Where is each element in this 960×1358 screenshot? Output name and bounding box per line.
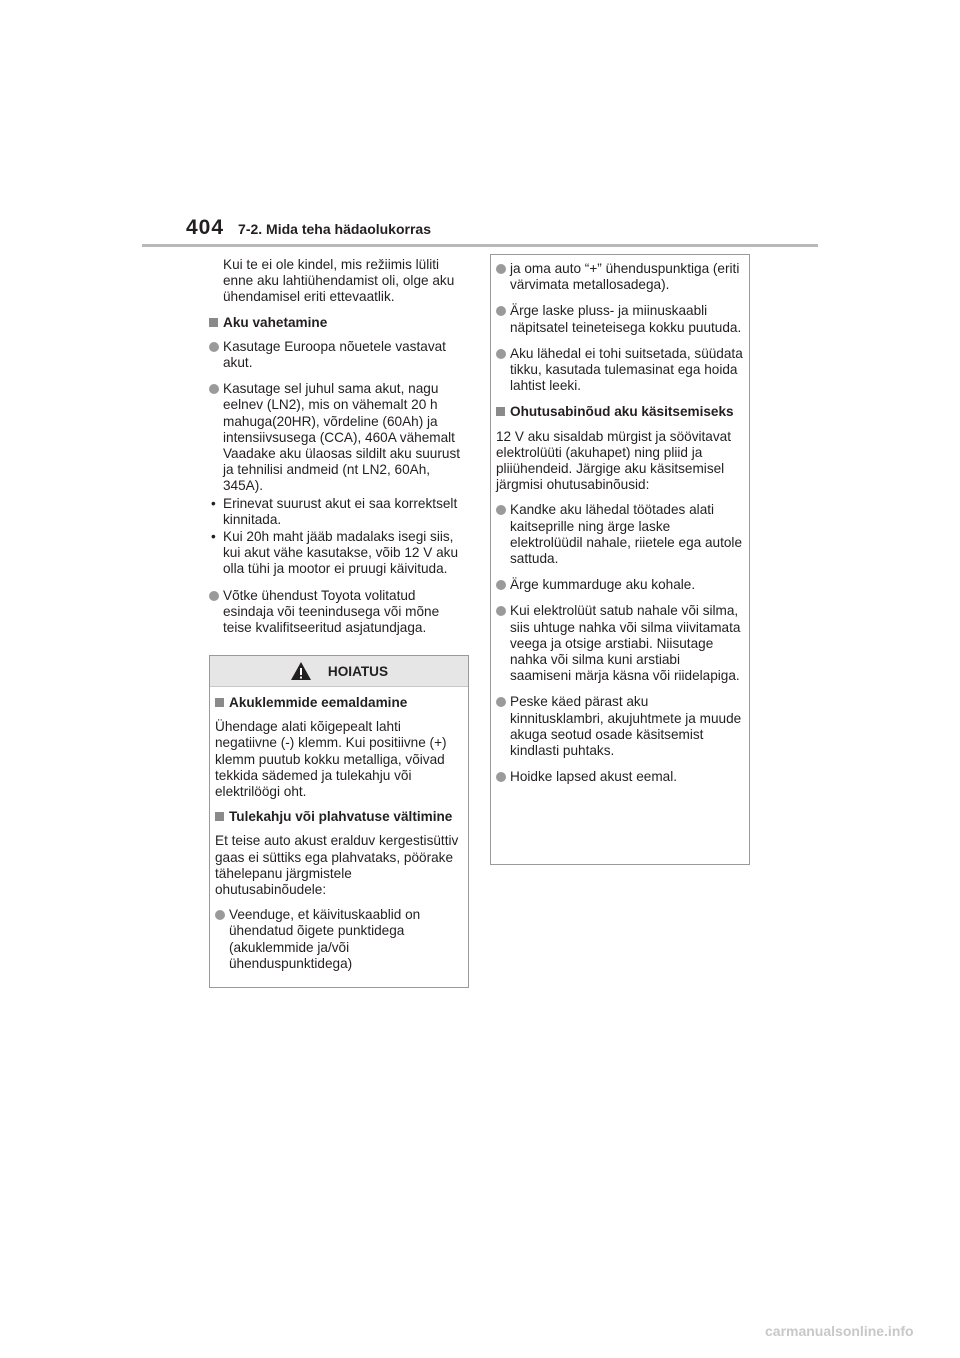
square-bullet-icon [215,698,224,707]
warning-heading: Akuklemmide eemaldamine [215,695,462,711]
list-item: ja oma auto “+” ühenduspunktiga (eriti värvimata metallosadega). [496,261,743,293]
list-item: Ärge laske pluss- ja miinuskaabli näpitsatel teineteisega kokku puutuda. [496,303,743,335]
list-item: Hoidke lapsed akust eemal. [496,769,743,785]
page-header [186,216,431,240]
square-bullet-icon [496,407,505,416]
list-item: Veenduge, et käivituskaablid on ühendatud õigete punktidega (akuklemmide ja/või ühenduspunktidega) [215,907,462,972]
circle-bullet-icon [496,606,506,616]
warning-body [210,687,468,972]
warning-paragraph: Et teise auto akust eralduv kergestisüttiv gaas ei süttiks ega plahvataks, pöörake tähelepanu järgmistele ohutusabinõudele: [215,833,459,898]
warning-paragraph: Ühendage alati kõigepealt lahti negatiivne (-) klemm. Kui positiivne (+) klemm puutub kokku metalliga, võivad tekkida sädemed ja tulekahju või elektrilöögi oht. [215,719,447,800]
watermark: carmanualsonline.info [765,1323,914,1339]
sub-list-item: • Kui 20h maht jääb madalaks isegi siis, kui akut vähe kasutakse, võib 12 V aku olla tühi ja mootor ei pruugi käivituda. [211,529,459,577]
left-column [209,257,467,646]
list-item: Kandke aku lähedal töötades alati kaitseprille ning ärge laske elektrolüüdil nahale, riietele ega autole sattuda. [496,502,743,567]
page-number: 404 [186,216,225,239]
warning-title: HOIATUS [327,663,389,679]
circle-bullet-icon [496,349,506,359]
circle-bullet-icon [496,697,506,707]
square-bullet-icon [209,318,218,327]
circle-bullet-icon [215,910,225,920]
header-divider [142,244,818,247]
circle-bullet-icon [496,772,506,782]
circle-bullet-icon [209,591,219,601]
list-item: Ärge kummarduge aku kohale. [496,577,743,593]
circle-bullet-icon [496,264,506,274]
circle-bullet-icon [496,306,506,316]
sub-list-item: • Erinevat suurust akut ei saa korrektselt kinnitada. [211,495,458,527]
list-item: Kasutage sel juhul sama akut, nagu eelnev (LN2), mis on vähemalt 20 h mahuga(20HR), võrdeline (60Ah) ja intensiivsusega (CCA), 460A vähemalt Vaadake aku ülaosas sildilt aku suurust ja tehnilisi andmeid (nt LN2, 60Ah, 345A). [209,381,467,494]
warning-box [209,655,469,988]
list-item: Võtke ühendust Toyota volitatud esindaja või teenindusega või mõne teise kvalifitseeritud asjatundjaga. [209,588,467,637]
warning-triangle-icon [290,661,312,681]
list-item: Aku lähedal ei tohi suitsetada, süüdata tikku, kasutada tulemasinat ega hoida lahtist leeki. [496,346,743,395]
circle-bullet-icon [496,580,506,590]
circle-bullet-icon [209,342,219,352]
square-bullet-icon [215,812,224,821]
small-bullet-icon: • [211,529,216,545]
list-item: Kui elektrolüüt satub nahale või silma, siis uhtuge nahka või silma viivitamata veega ja otsige arstiabi. Niisutage nahka või silma kuni arstiabi saamiseni märja käsna või riidelapiga. [496,603,743,684]
warning-heading: Tulekahju või plahvatuse vältimine [215,809,462,825]
intro-paragraph: Kui te ei ole kindel, mis režiimis lüliti enne aku lahtiühendamist oli, olge aku ühendamisel eriti ettevaatlik. [223,257,455,305]
warning-header [210,656,468,687]
circle-bullet-icon [209,384,219,394]
warning-paragraph: 12 V aku sisaldab mürgist ja söövitavat elektrolüüti (akuhapet) ning pliid ja pliiühendeid. Järgige aku käsitsemisel järgmisi ohutusabinõusid: [496,428,731,493]
warning-heading: Ohutusabinõud aku käsitsemiseks [496,404,743,420]
list-item: Kasutage Euroopa nõuetele vastavat akut. [209,339,467,371]
small-bullet-icon: • [211,495,216,511]
circle-bullet-icon [496,505,506,515]
section-heading: Aku vahetamine [209,315,467,331]
section-title: 7-2. Mida teha hädaolukorras [238,221,431,237]
sub-list [209,496,467,578]
warning-box-continued [490,254,750,865]
warning-body-continued [491,255,749,785]
list-item: Peske käed pärast aku kinnitusklambri, akujuhtmete ja muude akuga seotud osade käsitsemist kindlasti puhtaks. [496,694,743,759]
